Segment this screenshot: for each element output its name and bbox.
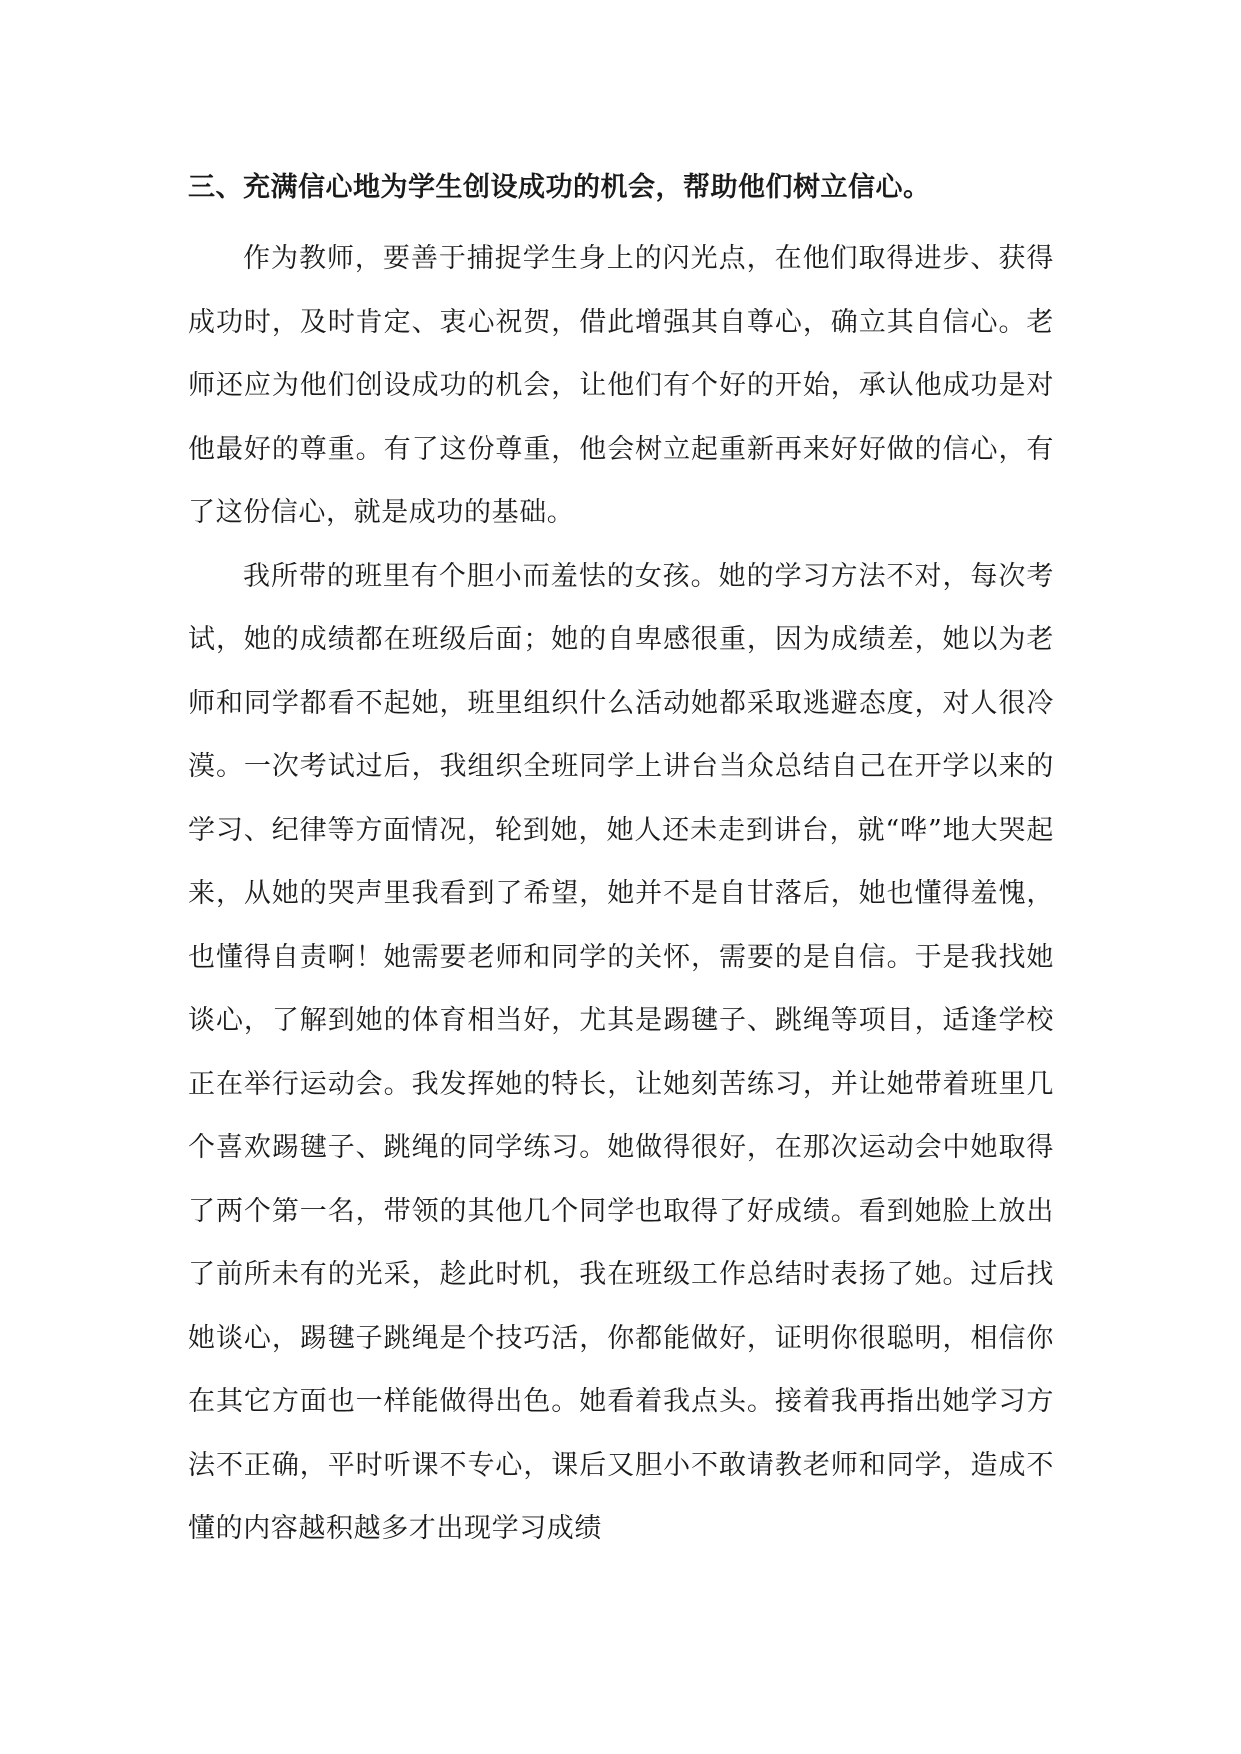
section-heading: 三、充满信心地为学生创设成功的机会，帮助他们树立信心。 <box>188 172 931 203</box>
paragraph-2: 我所带的班里有个胆小而羞怯的女孩。她的学习方法不对，每次考试，她的成绩都在班级后面；她的自卑感很重，因为成绩差，她以为老师和同学都看不起她，班里组织什么活动她都采取逃避态度，对人很冷漠。一次考试过后，我组织全班同学上讲台当众总结自己在开学以来的学习、纪律等方面情况，轮到她，她人还未走到讲台，就“哗”地大哭起来，从她的哭声里我看到了希望，她并不是自甘落后，她也懂得羞愧，也懂得自责啊！她需要老师和同学的关怀，需要的是自信。于是我找她谈心，了解到她的体育相当好，尤其是踢毽子、跳绳等项目，适逢学校正在举行运动会。我发挥她的特长，让她刻苦练习，并让她带着班里几个喜欢踢毽子、跳绳的同学练习。她做得很好，在那次运动会中她取得了两个第一名，带领的其他几个同学也取得了好成绩。看到她脸上放出了前所未有的光采，趁此时机，我在班级工作总结时表扬了她。过后找她谈心，踢毽子跳绳是个技巧活，你都能做好，证明你很聪明，相信你在其它方面也一样能做得出色。她看着我点头。接着我再指出她学习方法不正确，平时听课不专心，课后又胆小不敢请教老师和同学，造成不懂的内容越积越多才出现学习成绩 <box>188 560 1054 1544</box>
paragraph-1: 作为教师，要善于捕捉学生身上的闪光点，在他们取得进步、获得成功时，及时肯定、衷心祝贺，借此增强其自尊心，确立其自信心。老师还应为他们创设成功的机会，让他们有个好的开始，承认他成功是对他最好的尊重。有了这份尊重，他会树立起重新再来好好做的信心，有了这份信心，就是成功的基础。 <box>188 243 1054 528</box>
document-body <box>188 165 1054 1561</box>
